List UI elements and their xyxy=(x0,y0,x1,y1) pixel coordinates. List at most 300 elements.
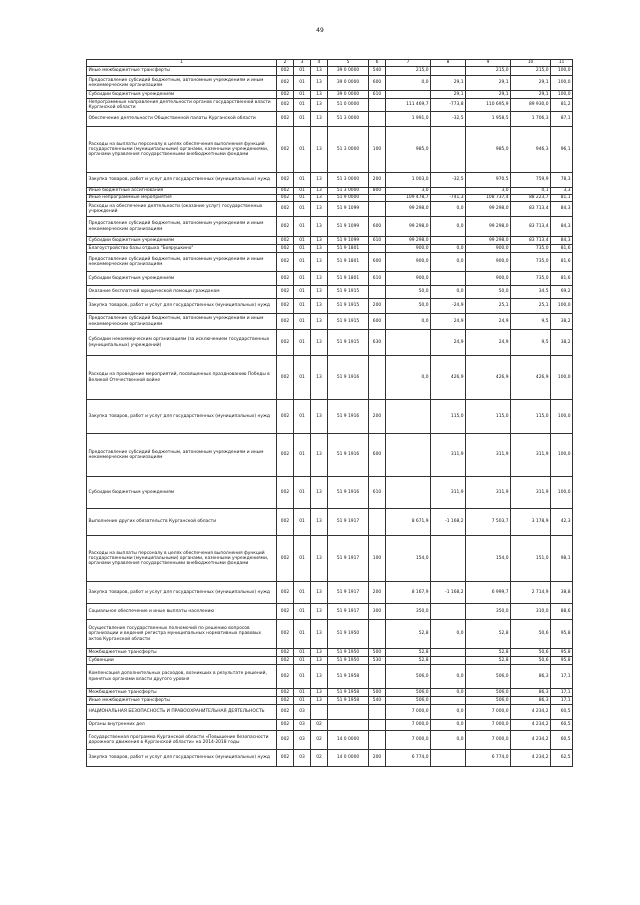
adjusted-plan: 99 298,0 xyxy=(466,217,511,237)
executed-amount: 29,1 xyxy=(511,91,551,99)
table-row xyxy=(87,731,573,750)
item-name: Закупка товаров, работ и услуг для государственных (муниципальных) нужд xyxy=(87,582,277,604)
subsection-code: 13 xyxy=(311,657,328,665)
approved-plan: 99 298,0 xyxy=(386,202,431,217)
admin-code: 002 xyxy=(277,99,294,112)
expense-type-code xyxy=(369,509,386,536)
section-code: 01 xyxy=(294,536,311,582)
admin-code: 002 xyxy=(277,720,294,731)
expense-type-code: 200 xyxy=(369,400,386,434)
item-name: Осуществление государственных полномочий по решению вопросов организации и ведения регистра муниципальных нормативных правовых актов Курганской области xyxy=(87,620,277,649)
approved-plan: 900,0 xyxy=(386,272,431,286)
target-code: 51 9 1917 xyxy=(328,604,369,620)
section-code: 01 xyxy=(294,400,311,434)
target-code: 51 9 1916 xyxy=(328,400,369,434)
section-code: 01 xyxy=(294,202,311,217)
table-row xyxy=(87,245,573,253)
subsection-code: 13 xyxy=(311,253,328,272)
executed-amount: 2 714,9 xyxy=(511,582,551,604)
column-header: 4 xyxy=(311,60,328,67)
expense-type-code xyxy=(369,665,386,689)
plan-change xyxy=(431,657,466,665)
table-row xyxy=(87,705,573,720)
expense-type-code: 630 xyxy=(369,330,386,356)
adjusted-plan: 24,9 xyxy=(466,330,511,356)
executed-amount: 311,9 xyxy=(511,477,551,509)
target-code: 51 9 1917 xyxy=(328,509,369,536)
section-code: 01 xyxy=(294,272,311,286)
execution-percent: 38,8 xyxy=(551,582,573,604)
table-row xyxy=(87,477,573,509)
admin-code: 002 xyxy=(277,697,294,705)
executed-amount: 426,9 xyxy=(511,356,551,400)
execution-percent: 100,0 xyxy=(551,434,573,477)
adjusted-plan: 311,9 xyxy=(466,434,511,477)
approved-plan: 109 478,7 xyxy=(386,195,431,202)
admin-code: 002 xyxy=(277,477,294,509)
target-code: 51 9 1915 xyxy=(328,330,369,356)
executed-amount: 115,0 xyxy=(511,400,551,434)
expense-type-code: 540 xyxy=(369,697,386,705)
table-row xyxy=(87,649,573,657)
section-code: 03 xyxy=(294,705,311,720)
approved-plan: 506,0 xyxy=(386,697,431,705)
plan-change: 0,0 xyxy=(431,217,466,237)
item-name: Межбюджетные трансферты xyxy=(87,649,277,657)
item-name: Иные межбюджетные трансферты xyxy=(87,697,277,705)
admin-code: 002 xyxy=(277,314,294,330)
adjusted-plan: 24,9 xyxy=(466,314,511,330)
execution-percent: 81,6 xyxy=(551,253,573,272)
target-code: 51 9 1958 xyxy=(328,665,369,689)
execution-percent: 100,0 xyxy=(551,67,573,76)
item-name: Межбюджетные трансферты xyxy=(87,689,277,697)
target-code: 51 0 0000 xyxy=(328,99,369,112)
execution-percent: 60,5 xyxy=(551,705,573,720)
expense-type-code: 600 xyxy=(369,434,386,477)
admin-code: 002 xyxy=(277,253,294,272)
table-row xyxy=(87,91,573,99)
target-code xyxy=(328,720,369,731)
admin-code: 002 xyxy=(277,750,294,767)
table-row xyxy=(87,195,573,202)
executed-amount: 4 234,2 xyxy=(511,720,551,731)
approved-plan xyxy=(386,477,431,509)
admin-code: 002 xyxy=(277,299,294,314)
expense-type-code: 200 xyxy=(369,750,386,767)
executed-amount: 89 930,0 xyxy=(511,99,551,112)
column-header: 6 xyxy=(369,60,386,67)
approved-plan: 0,0 xyxy=(386,314,431,330)
adjusted-plan: 7 000,0 xyxy=(466,720,511,731)
target-code: 51 9 1916 xyxy=(328,434,369,477)
table-row xyxy=(87,536,573,582)
target-code: 39 0 0000 xyxy=(328,67,369,76)
executed-amount: 215,0 xyxy=(511,67,551,76)
adjusted-plan: 215,0 xyxy=(466,67,511,76)
item-name: Непрограммные направления деятельности органов государственной власти Курганской области xyxy=(87,99,277,112)
subsection-code: 13 xyxy=(311,286,328,299)
target-code: 51 9 1915 xyxy=(328,286,369,299)
target-code: 51 9 1917 xyxy=(328,582,369,604)
adjusted-plan: 52,8 xyxy=(466,657,511,665)
expense-type-code: 600 xyxy=(369,76,386,91)
expense-type-code: 200 xyxy=(369,582,386,604)
plan-change: 0,0 xyxy=(431,253,466,272)
section-code: 01 xyxy=(294,245,311,253)
item-name: Предоставление субсидий бюджетным, автономным учреждениям и иным некоммерческим организациям xyxy=(87,434,277,477)
subsection-code: 13 xyxy=(311,697,328,705)
target-code: 51 3 0000 xyxy=(328,127,369,173)
subsection-code: 13 xyxy=(311,67,328,76)
executed-amount: 9,5 xyxy=(511,314,551,330)
execution-percent: 17,1 xyxy=(551,697,573,705)
executed-amount: 151,0 xyxy=(511,536,551,582)
section-code: 01 xyxy=(294,582,311,604)
subsection-code: 13 xyxy=(311,245,328,253)
admin-code: 002 xyxy=(277,705,294,720)
column-header: 9 xyxy=(466,60,511,67)
subsection-code: 02 xyxy=(311,731,328,750)
admin-code: 002 xyxy=(277,731,294,750)
admin-code: 002 xyxy=(277,245,294,253)
execution-percent: 60,5 xyxy=(551,731,573,750)
executed-amount: 1 706,3 xyxy=(511,112,551,127)
item-name: Закупка товаров, работ и услуг для государственных (муниципальных) нужд xyxy=(87,173,277,188)
section-code: 01 xyxy=(294,509,311,536)
approved-plan: 1 003,0 xyxy=(386,173,431,188)
plan-change xyxy=(431,272,466,286)
adjusted-plan: 506,0 xyxy=(466,665,511,689)
adjusted-plan: 110 695,9 xyxy=(466,99,511,112)
target-code: 51 9 1916 xyxy=(328,356,369,400)
item-name: Расходы на обеспечение деятельности (оказание услуг) государственных учреждений xyxy=(87,202,277,217)
execution-percent: 62,5 xyxy=(551,750,573,767)
table-row xyxy=(87,582,573,604)
executed-amount: 29,1 xyxy=(511,76,551,91)
approved-plan: 52,8 xyxy=(386,620,431,649)
adjusted-plan: 1 958,5 xyxy=(466,112,511,127)
admin-code: 002 xyxy=(277,649,294,657)
table-row xyxy=(87,67,573,76)
section-code: 01 xyxy=(294,665,311,689)
admin-code: 002 xyxy=(277,620,294,649)
item-name: Расходы на выплаты персоналу в целях обеспечения выполнения функций государственными (муниципальными) органами, казенными учреждениями, органами управления государственными внебюджетными фондами xyxy=(87,536,277,582)
target-code: 51 9 1099 xyxy=(328,217,369,237)
execution-percent: 81,6 xyxy=(551,272,573,286)
plan-change xyxy=(431,237,466,245)
execution-percent: 81,1 xyxy=(551,195,573,202)
admin-code: 002 xyxy=(277,237,294,245)
subsection-code: 02 xyxy=(311,720,328,731)
target-code: 14 0 0000 xyxy=(328,750,369,767)
plan-change: -24,9 xyxy=(431,299,466,314)
table-row xyxy=(87,400,573,434)
admin-code: 002 xyxy=(277,76,294,91)
item-name: Выполнение других обязательств Курганской области xyxy=(87,509,277,536)
section-code: 01 xyxy=(294,67,311,76)
adjusted-plan: 99 298,0 xyxy=(466,202,511,217)
expense-type-code: 610 xyxy=(369,91,386,99)
item-name: Предоставление субсидий бюджетным, автономным учреждениям и иным некоммерческим организациям xyxy=(87,217,277,237)
table-row xyxy=(87,330,573,356)
subsection-code: 13 xyxy=(311,604,328,620)
section-code: 01 xyxy=(294,217,311,237)
admin-code: 002 xyxy=(277,67,294,76)
plan-change: 0,0 xyxy=(431,705,466,720)
adjusted-plan: 985,0 xyxy=(466,127,511,173)
subsection-code: 13 xyxy=(311,477,328,509)
section-code: 01 xyxy=(294,697,311,705)
admin-code: 002 xyxy=(277,582,294,604)
expense-type-code: 200 xyxy=(369,173,386,188)
approved-plan: 985,0 xyxy=(386,127,431,173)
execution-percent: 100,0 xyxy=(551,400,573,434)
admin-code: 002 xyxy=(277,330,294,356)
section-code: 01 xyxy=(294,477,311,509)
header-row xyxy=(87,60,573,67)
approved-plan: 154,0 xyxy=(386,536,431,582)
target-code: 51 9 1099 xyxy=(328,237,369,245)
subsection-code: 13 xyxy=(311,112,328,127)
item-name: Обеспечение деятельности Общественной палаты Курганской области xyxy=(87,112,277,127)
approved-plan: 99 298,0 xyxy=(386,217,431,237)
table-row xyxy=(87,127,573,173)
executed-amount: 4 234,2 xyxy=(511,750,551,767)
subsection-code: 13 xyxy=(311,536,328,582)
approved-plan xyxy=(386,91,431,99)
admin-code: 002 xyxy=(277,272,294,286)
approved-plan: 0,0 xyxy=(386,356,431,400)
column-header: 2 xyxy=(277,60,294,67)
item-name: Субвенции xyxy=(87,657,277,665)
executed-amount: 50,6 xyxy=(511,649,551,657)
admin-code: 002 xyxy=(277,400,294,434)
plan-change: 24,9 xyxy=(431,314,466,330)
expense-type-code: 500 xyxy=(369,689,386,697)
adjusted-plan: 25,1 xyxy=(466,299,511,314)
section-code: 01 xyxy=(294,620,311,649)
execution-percent: 87,1 xyxy=(551,112,573,127)
execution-percent: 17,1 xyxy=(551,689,573,697)
column-header: 7 xyxy=(386,60,431,67)
plan-change: 0,0 xyxy=(431,689,466,697)
executed-amount: 34,5 xyxy=(511,286,551,299)
execution-percent: 84,3 xyxy=(551,237,573,245)
subsection-code: 13 xyxy=(311,582,328,604)
expense-type-code xyxy=(369,705,386,720)
section-code: 03 xyxy=(294,731,311,750)
executed-amount: 946,3 xyxy=(511,127,551,173)
section-code: 01 xyxy=(294,188,311,195)
target-code: 39 0 0000 xyxy=(328,76,369,91)
section-code: 01 xyxy=(294,604,311,620)
plan-change: -741,3 xyxy=(431,195,466,202)
adjusted-plan: 7 503,7 xyxy=(466,509,511,536)
subsection-code: 13 xyxy=(311,173,328,188)
plan-change: -32,5 xyxy=(431,112,466,127)
adjusted-plan: 900,0 xyxy=(466,272,511,286)
admin-code: 002 xyxy=(277,202,294,217)
item-name: Субсидии некоммерческим организациям (за исключением государственных (муниципальных) учреждений) xyxy=(87,330,277,356)
plan-change: -1 168,2 xyxy=(431,509,466,536)
plan-change: 0,0 xyxy=(431,202,466,217)
item-name: Предоставление субсидий бюджетным, автономным учреждениям и иным некоммерческим организациям xyxy=(87,76,277,91)
expense-type-code: 100 xyxy=(369,536,386,582)
table-row xyxy=(87,750,573,767)
plan-change xyxy=(431,188,466,195)
target-code: 51 9 1958 xyxy=(328,689,369,697)
subsection-code: 02 xyxy=(311,750,328,767)
expense-type-code xyxy=(369,731,386,750)
section-code: 01 xyxy=(294,286,311,299)
section-code: 01 xyxy=(294,237,311,245)
subsection-code: 13 xyxy=(311,400,328,434)
admin-code: 002 xyxy=(277,91,294,99)
execution-percent: 42,3 xyxy=(551,509,573,536)
approved-plan: 7 000,0 xyxy=(386,731,431,750)
expense-type-code: 800 xyxy=(369,188,386,195)
plan-change xyxy=(431,67,466,76)
executed-amount: 86,3 xyxy=(511,665,551,689)
adjusted-plan: 506,0 xyxy=(466,689,511,697)
approved-plan: 7 000,0 xyxy=(386,705,431,720)
admin-code: 002 xyxy=(277,286,294,299)
subsection-code: 13 xyxy=(311,314,328,330)
expense-type-code: 610 xyxy=(369,477,386,509)
executed-amount: 83 713,4 xyxy=(511,202,551,217)
budget-table xyxy=(86,59,573,767)
subsection-code: 13 xyxy=(311,99,328,112)
target-code: 51 9 1099 xyxy=(328,202,369,217)
plan-change xyxy=(431,649,466,657)
approved-plan: 111 469,7 xyxy=(386,99,431,112)
executed-amount: 4 234,2 xyxy=(511,705,551,720)
table-row xyxy=(87,173,573,188)
target-code: 14 0 0000 xyxy=(328,731,369,750)
adjusted-plan: 426,9 xyxy=(466,356,511,400)
item-name: Предоставление субсидий бюджетным, автономным учреждениям и иным некоммерческим организациям xyxy=(87,314,277,330)
admin-code: 002 xyxy=(277,217,294,237)
execution-percent: 60,5 xyxy=(551,720,573,731)
admin-code: 002 xyxy=(277,434,294,477)
execution-percent: 100,0 xyxy=(551,76,573,91)
table-row xyxy=(87,314,573,330)
table-row xyxy=(87,188,573,195)
table-row xyxy=(87,202,573,217)
execution-percent: 3,3 xyxy=(551,188,573,195)
table-row xyxy=(87,76,573,91)
column-header: 11 xyxy=(551,60,573,67)
plan-change: 0,0 xyxy=(431,731,466,750)
execution-percent: 100,0 xyxy=(551,477,573,509)
execution-percent: 95,8 xyxy=(551,657,573,665)
target-code: 51 9 1915 xyxy=(328,314,369,330)
section-code: 01 xyxy=(294,173,311,188)
expense-type-code: 600 xyxy=(369,217,386,237)
adjusted-plan: 52,8 xyxy=(466,649,511,657)
section-code: 01 xyxy=(294,127,311,173)
plan-change xyxy=(431,536,466,582)
executed-amount: 0,1 xyxy=(511,188,551,195)
admin-code: 002 xyxy=(277,509,294,536)
execution-percent: 38,2 xyxy=(551,330,573,356)
table-row xyxy=(87,434,573,477)
target-code: 51 9 1950 xyxy=(328,649,369,657)
column-header: 5 xyxy=(328,60,369,67)
adjusted-plan: 311,9 xyxy=(466,477,511,509)
plan-change: 0,0 xyxy=(431,245,466,253)
execution-percent: 84,3 xyxy=(551,217,573,237)
execution-percent: 100,0 xyxy=(551,91,573,99)
adjusted-plan: 506,0 xyxy=(466,697,511,705)
subsection-code: 13 xyxy=(311,620,328,649)
subsection-code: 13 xyxy=(311,195,328,202)
subsection-code: 13 xyxy=(311,299,328,314)
execution-percent: 81,2 xyxy=(551,99,573,112)
execution-percent: 98,1 xyxy=(551,536,573,582)
section-code: 01 xyxy=(294,330,311,356)
table-row xyxy=(87,509,573,536)
subsection-code: 13 xyxy=(311,649,328,657)
executed-amount: 759,9 xyxy=(511,173,551,188)
subsection-code: 13 xyxy=(311,76,328,91)
approved-plan: 99 298,0 xyxy=(386,237,431,245)
adjusted-plan: 29,1 xyxy=(466,91,511,99)
subsection-code: 13 xyxy=(311,665,328,689)
target-code: 51 9 1801 xyxy=(328,253,369,272)
adjusted-plan: 3,0 xyxy=(466,188,511,195)
adjusted-plan: 900,0 xyxy=(466,245,511,253)
execution-percent: 100,0 xyxy=(551,356,573,400)
target-code: 51 3 0000 xyxy=(328,173,369,188)
section-code: 01 xyxy=(294,112,311,127)
table-row xyxy=(87,657,573,665)
table-row xyxy=(87,286,573,299)
executed-amount: 83 713,4 xyxy=(511,217,551,237)
execution-percent: 38,2 xyxy=(551,314,573,330)
table-row xyxy=(87,720,573,731)
table-row xyxy=(87,272,573,286)
item-name: Социальное обеспечение и иные выплаты населению xyxy=(87,604,277,620)
admin-code: 002 xyxy=(277,173,294,188)
expense-type-code: 530 xyxy=(369,657,386,665)
admin-code: 002 xyxy=(277,604,294,620)
expense-type-code xyxy=(369,202,386,217)
table-row xyxy=(87,665,573,689)
section-code: 03 xyxy=(294,720,311,731)
item-name: НАЦИОНАЛЬНАЯ БЕЗОПАСНОСТЬ И ПРАВООХРАНИТЕЛЬНАЯ ДЕЯТЕЛЬНОСТЬ xyxy=(87,705,277,720)
table-row xyxy=(87,217,573,237)
executed-amount: 50,6 xyxy=(511,657,551,665)
target-code: 51 9 1801 xyxy=(328,272,369,286)
adjusted-plan: 6 774,0 xyxy=(466,750,511,767)
section-code: 03 xyxy=(294,750,311,767)
adjusted-plan: 350,0 xyxy=(466,604,511,620)
item-name: Государственная программа Курганской области «Повышение безопасности дорожного движения в Курганской области» на 2014-2018 годы xyxy=(87,731,277,750)
subsection-code xyxy=(311,705,328,720)
execution-percent: 84,3 xyxy=(551,202,573,217)
adjusted-plan: 7 000,0 xyxy=(466,731,511,750)
executed-amount: 735,0 xyxy=(511,272,551,286)
expense-type-code xyxy=(369,720,386,731)
section-code: 01 xyxy=(294,657,311,665)
approved-plan: 6 774,0 xyxy=(386,750,431,767)
subsection-code: 13 xyxy=(311,356,328,400)
section-code: 01 xyxy=(294,649,311,657)
approved-plan: 215,0 xyxy=(386,67,431,76)
table-row xyxy=(87,99,573,112)
